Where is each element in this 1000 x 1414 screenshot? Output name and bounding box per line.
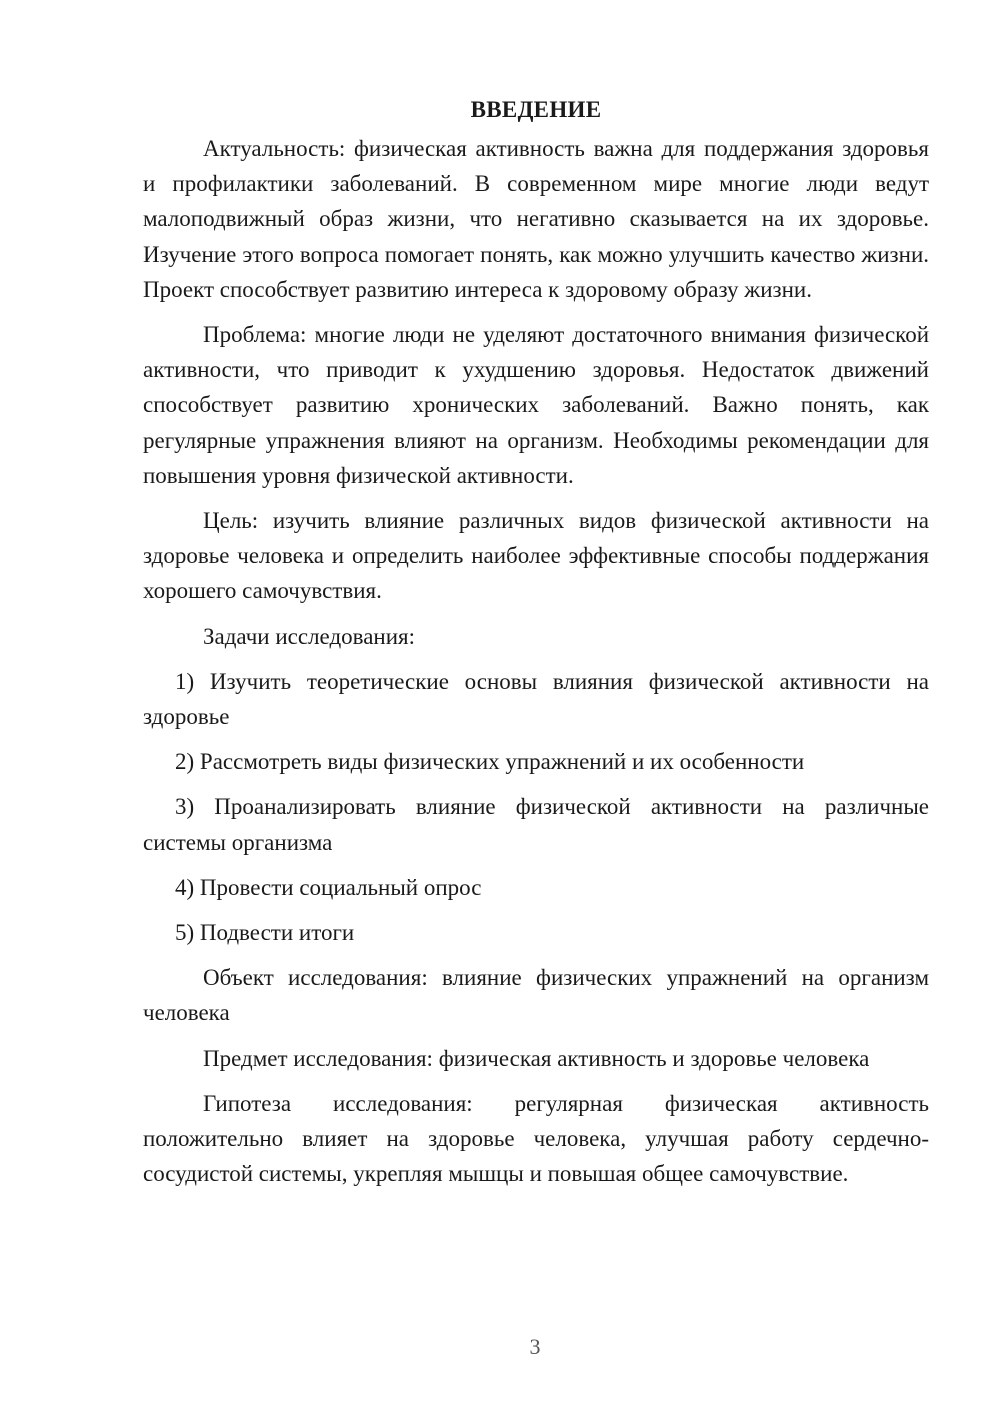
- task-item: 2) Рассмотреть виды физических упражнений и их особенности: [175, 749, 805, 775]
- task-item: 4) Провести социальный опрос: [175, 874, 482, 900]
- relevance-paragraph: Актуальность: физическая активность важна для поддержания здоровья и профилактики заболеваний. В современном мире многие люди ведут малоподвижный образ жизни, что негативно сказывается на их здоровье. Изучение этого вопроса помогает понять, как можно улучшить качество жизни. Проект способствует развитию интереса к здоровому образу жизни.: [143, 136, 929, 302]
- tasks-heading: Задачи исследования:: [203, 623, 416, 649]
- object-paragraph: Объект исследования: влияние физических упражнений на организм человека: [143, 965, 929, 1026]
- page-number: 3: [529, 1334, 541, 1359]
- task-item: 3) Проанализировать влияние физической активности на различные системы организма: [143, 794, 929, 855]
- task-item: 5) Подвести итоги: [175, 920, 355, 946]
- task-item: 1) Изучить теоретические основы влияния физической активности на здоровье: [143, 668, 929, 730]
- hypothesis-paragraph: Гипотеза исследования: регулярная физическая активность положительно влияет на здоровье человека, улучшая работу сердечно-сосудистой системы, укрепляя мышцы и повышая общее самочувствие.: [143, 1090, 929, 1187]
- page-title: ВВЕДЕНИЕ: [470, 97, 602, 122]
- document-body: [143, 92, 929, 1201]
- problem-paragraph: Проблема: многие люди не уделяют достаточного внимания физической активности, что приводит к ухудшению здоровья. Недостаток движений способствует развитию хронических заболеваний. Важно понять, как регулярные упражнения влияют на организм. Необходимы рекомендации для повышения уровня физической активности.: [143, 322, 929, 488]
- goal-paragraph: Цель: изучить влияние различных видов физической активности на здоровье человека и определить наиболее эффективные способы поддержания хорошего самочувствия.: [143, 508, 929, 604]
- subject-paragraph: Предмет исследования: физическая активность и здоровье человека: [203, 1045, 870, 1071]
